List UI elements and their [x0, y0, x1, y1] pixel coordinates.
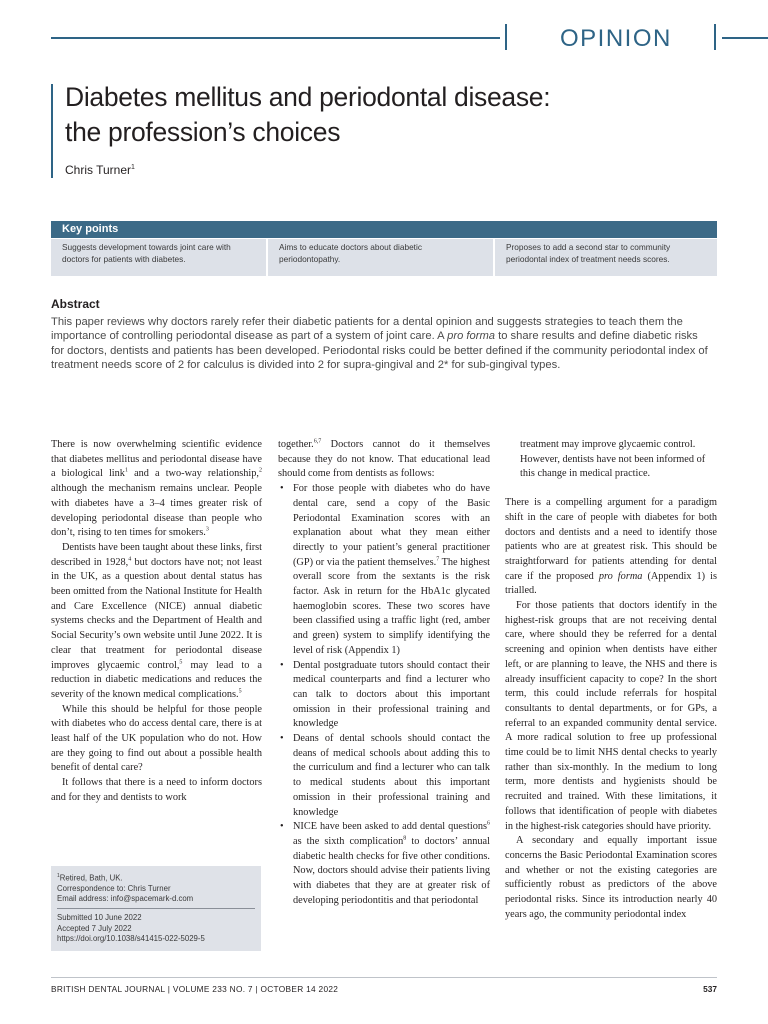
- section-label: OPINION: [560, 25, 672, 52]
- author-byline: [65, 163, 135, 177]
- article-title-line-2: the profession’s choices: [65, 117, 341, 147]
- key-point-2: Aims to educate doctors about diabetic periodontopathy.: [268, 239, 493, 276]
- paragraph: There is now overwhelming scientific evidence that diabetes mellitus and periodontal disease have a biological link$^1$ and a two-way relationship,$^2$ although the mechanism remains unclear. People with diabetes have a 3–4 times greater risk of developing periodontal disease than people who don’t, rising to ten times for smokers.$^3$: [51, 439, 263, 539]
- journal-footer: BRITISH DENTAL JOURNAL | VOLUME 233 NO. 7 | OCTOBER 14 2022: [51, 984, 339, 994]
- journal-volume: VOLUME 233 NO. 7: [172, 984, 253, 994]
- paragraph-continued: treatment may improve glycaemic control. However, dentists have not been informed of this change in medical practice.: [520, 439, 706, 480]
- article-title: [65, 80, 685, 150]
- paragraph: Dentists have been taught about these links, first described in 1928,$^4$ but doctors have not; not least in the UK, as a question about dental status has been omitted from the National Institute for Health and Care Excellence (NICE) annual diabetic systems checks and the Department of Health and Social Security’s own website until June 2022. It is clear that treatment for periodontal disease improves glycaemic control,$^5$ may lead to a reduction in diabetic medications and reduces the severity of the known medical complications.$^5$: [51, 541, 262, 700]
- list-item: • For those people with diabetes who do have dental care, send a copy of the Basic Periodontal Examination scores with an explanation about what they mean either directly to your patient’s general practitioner (GP) or via the patient themselves.$^7$ The highest overall score from the sextants is the risk factor. Ask in return for the HbA1c glycated haemoglobin scores. These two scores have been classified using a traffic light (red, amber and green) system to simplify identifying the level of risk (Appendix 1): [293, 482, 490, 658]
- recommendation-list: [278, 482, 490, 908]
- author-footnote-box: [51, 866, 261, 951]
- abstract-emphasis: pro forma: [447, 330, 496, 343]
- affiliation: $^1$Retired, Bath, UK.: [57, 873, 123, 883]
- footnote-divider: [57, 908, 255, 909]
- author-affiliation-mark: 1: [131, 164, 135, 171]
- article-title-line-1: Diabetes mellitus and periodontal disease:: [65, 82, 551, 112]
- header-rule-tick-right: [714, 24, 716, 50]
- list-item: • Dental postgraduate tutors should contact their medical counterparts and find a lecturer who can talk to doctors about this important omission in their professional training and knowledge: [293, 659, 490, 733]
- key-point-3: Proposes to add a second star to community periodontal index of treatment needs scores.: [495, 239, 717, 276]
- paragraph: A secondary and equally important issue concerns the Basic Periodontal Examination scores and whether or not the existing categories are sufficiently robust as predictors of the above periodontal risks. Since its introduction nearly 40 years ago, the community periodontal index: [505, 835, 717, 920]
- footer-rule: [51, 977, 717, 978]
- header-rule-tick-left: [505, 24, 507, 50]
- paragraph: While this should be helpful for those people with diabetes who do access dental care, there is at least half of the UK population who do not. How are they going to find out about a possible health benefit of dental care?: [51, 703, 262, 774]
- list-item: • Deans of dental schools should contact the deans of medical schools about adding this to the curriculum and find a lecturer who can talk to medical students about this important omission in their professional training and knowledge: [293, 732, 490, 820]
- journal-date: OCTOBER 14 2022: [260, 984, 339, 994]
- doi-link[interactable]: https://doi.org/10.1038/s41415-022-5029-5: [57, 934, 205, 944]
- submitted-date: Submitted 10 June 2022: [57, 913, 142, 923]
- body-column-2: [278, 438, 490, 909]
- body-column-1: [51, 438, 262, 806]
- abstract-heading: Abstract: [51, 297, 100, 311]
- journal-name: BRITISH DENTAL JOURNAL: [51, 984, 166, 994]
- paragraph: There is a compelling argument for a paradigm shift in the care of people with diabetes for both doctors and dentists and a need to identify those patients who are at greatest risk. This should be straightforward for patients attending for dental care if the proposed pro forma (Appendix 1) is trialled.: [505, 497, 717, 597]
- key-points-heading: Key points: [62, 223, 119, 235]
- key-point-1: Suggests development towards joint care with doctors for patients with diabetes.: [51, 239, 266, 276]
- key-points-header: [51, 221, 717, 238]
- email-address[interactable]: Email address: info@spacemark-d.com: [57, 894, 194, 904]
- author-name: Chris Turner: [65, 163, 132, 177]
- paragraph: For those patients that doctors identify in the highest-risk groups that are not receiving dental care, where should they be referred for a dental screening and opinion when dentists have either left, or are planning to leave, the NHS and there is already insufficient capacity to cope? In the short term, this could include referrals for hospital consultants to dental departments, or for GPs, a referral to an expanded community dental service. A more radical solution to free up professional time could be to limit NHS dental checks to yearly rather than six-monthly. In the medium to long term, more dentists and hygienists should be recruited and trained. With these limitations, it follows that identification of people with diabetes in the highest-risk categories should have priority.: [505, 600, 717, 832]
- accepted-date: Accepted 7 July 2022: [57, 923, 132, 933]
- header-rule-left: [51, 37, 500, 39]
- title-accent-bar: [51, 84, 53, 178]
- body-column-3: [505, 438, 717, 923]
- page-number: 537: [703, 984, 717, 994]
- paragraph: together.$^{6,7}$ Doctors cannot do it themselves because they do not know. That educational lead should come from dentists as follows:: [278, 438, 490, 480]
- correspondence: Correspondence to: Chris Turner: [57, 883, 171, 893]
- abstract-text: This paper reviews why doctors rarely refer their diabetic patients for a dental opinion and suggests strategies to teach them the importance of controlling periodontal disease as part of a system of joint care. A pro forma to share results and define diabetic risks for doctors, dentists and patients has been developed. Periodontal risks could be better defined if the community periodontal index of treatment needs score of 2 for calculus is divided into 2 for supra-gingival and 2* for sub-gingival types.: [51, 316, 708, 371]
- list-item: • NICE have been asked to add dental questions$^6$ as the sixth complication$^8$ to doctors’ annual diabetic health checks for five other conditions. Now, doctors should advise their patients living with diabetes that they are at greater risk of developing periodontitis and that periodontal: [293, 820, 490, 908]
- paragraph: It follows that there is a need to inform doctors and for they and dentists to work: [51, 777, 262, 803]
- header-rule-right: [722, 37, 768, 39]
